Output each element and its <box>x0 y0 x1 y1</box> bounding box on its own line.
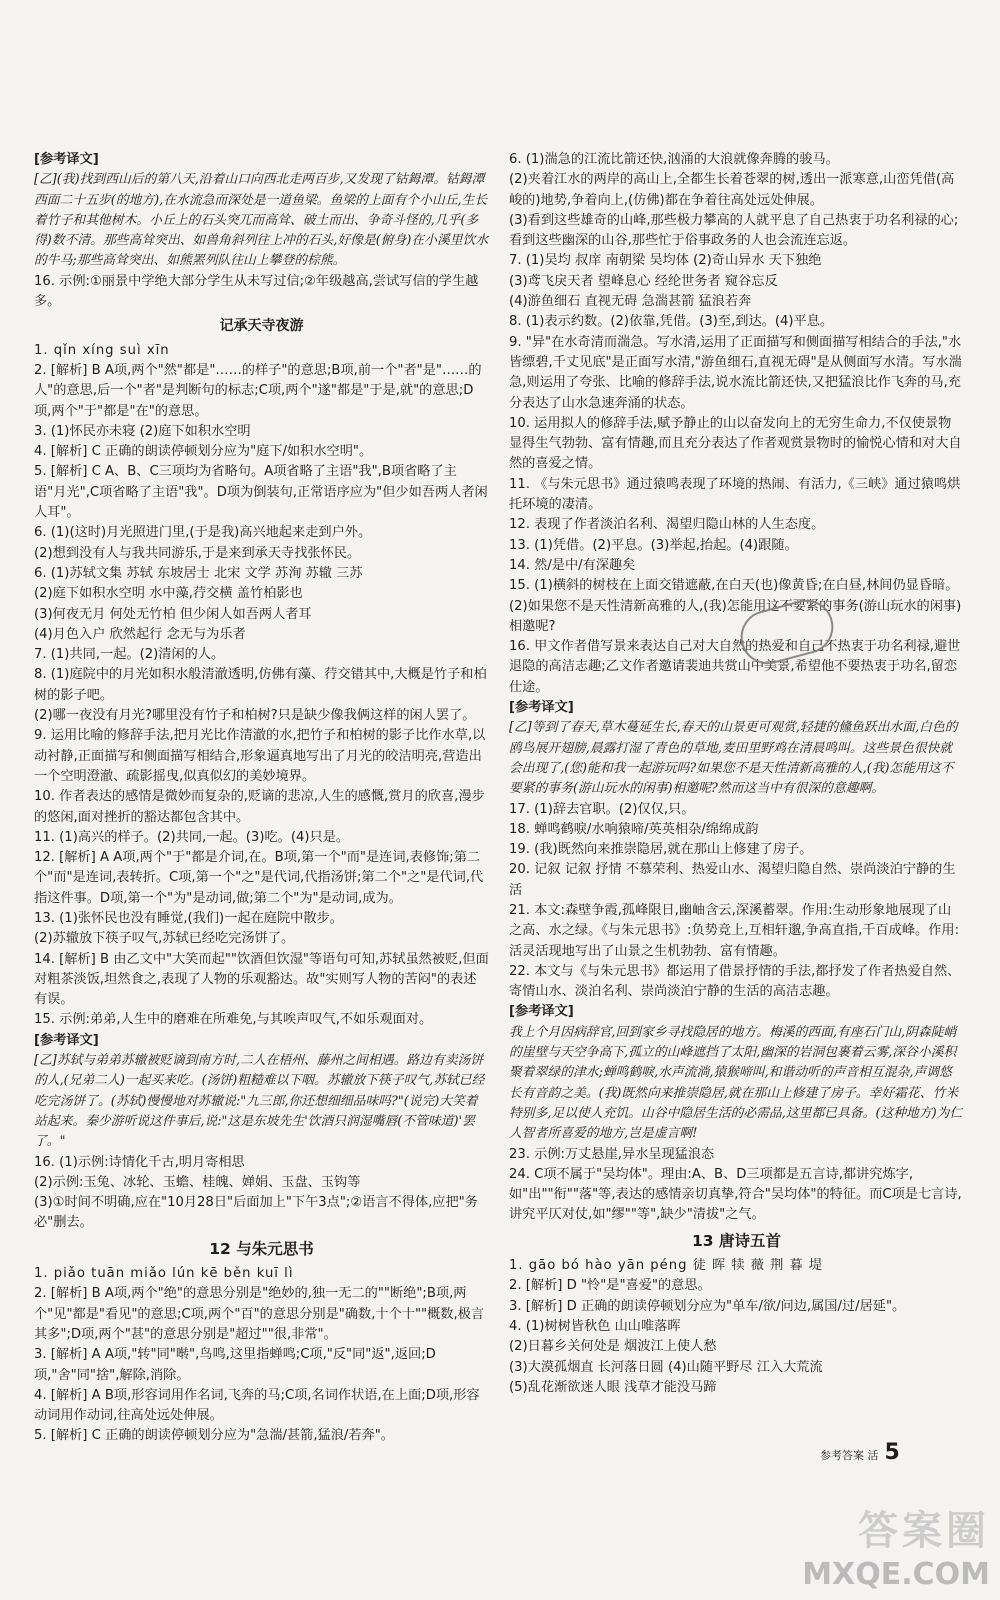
answer-item: 1. qǐn xíng suì xīn <box>34 342 170 358</box>
answer-item: 11. (1)高兴的样子。(2)共同,一起。(3)吃。(4)只是。 <box>34 829 350 845</box>
answer-item: 11. 《与朱元思书》通过猿鸣表现了环境的热闹、有活力,《三峡》通过猿鸣烘托环境的凄清。 <box>509 476 961 513</box>
answer-item: 6. (1)(这时)月光照进门里,(于是我)高兴地起来走到户外。 (2)想到没有人与我共同游乐,于是来到承天寺找张怀民。 <box>34 525 372 561</box>
answer-item: 5. [解析] C 正确的朗读停顿划分应为"急湍/甚箭,猛浪/若奔"。 <box>34 1428 394 1444</box>
answer-item: 4. [解析] C 正确的朗读停顿划分应为"庭下/如积水空明"。 <box>34 444 373 460</box>
answer-item: 15. (1)横斜的树枝在上面交错遮蔽,在白天(也)像黄昏;在白昼,林间仍显昏暗。 (2)如果您不是天性清新高雅的人,(我)怎能用这不要紧的事务(游山玩水的闲事)相邀呢? <box>509 578 962 634</box>
answer-item: 8. (1)庭院中的月光如积水般清澈透明,仿佛有藻、荇交错其中,大概是竹子和柏树的影子吧。 (2)哪一夜没有月光?哪里没有竹子和柏树?只是缺少像我俩这样的闲人罢了。 <box>34 667 487 724</box>
answer-item: 5. [解析] C A、B、C三项均为省略句。A项省略了主语"我",B项省略了主语"月光",C项省略了主语"我"。D项为倒装句,正常语序应为"但少如吾两人者闲人耳"。 <box>34 464 488 521</box>
translation-header: [参考译文] <box>509 1004 574 1020</box>
translation-text: [乙](我)找到西山后的第八天,沿着山口向西北走两百步,又发现了钴鉧潭。钴鉧潭西面二十五步(的地方),在水流急而深处是一道鱼梁。鱼梁的上面有个小山丘,生长着竹子和其他树木。小丘上的石头突兀而高耸、破土而出、争奇斗怪的,几乎(多得)数不清。那些高耸突出、如兽角斜列往上冲的石头,好像是(俯身)在小溪里饮水的牛马;那些高耸突出、如熊罴列队往山上攀登的棕熊。 <box>34 172 489 269</box>
answer-item: 3. [解析] D 正确的朗读停顿划分应为"单车/欲/问边,属国/过/居延"。 <box>509 1298 906 1314</box>
right-column <box>509 150 964 1398</box>
page-number: 5 <box>884 1440 900 1465</box>
answer-item: 1. piǎo tuān miǎo lún kē běn kuī lì <box>34 1266 294 1282</box>
answer-item: 16. 甲文作者借写景来表达自己对大自然的热爱和自己不热衷于功名利禄,避世退隐的高洁志趣;乙文作者邀请裴迪共赏山中美景,希望他不要热衷于功名,留恋仕途。 <box>509 639 961 695</box>
left-column <box>34 150 489 1447</box>
section-title: 记承天寺夜游 <box>219 318 304 335</box>
answer-item: 10. 运用拟人的修辞手法,赋予静止的山以奋发向上的无穷生命力,不仅使景物显得生气勃勃、富有情趣,而且充分表达了作者观赏景物时的愉悦心情和对大自然的喜爱之情。 <box>509 415 962 472</box>
answer-item: 15. 示例:弟弟,人生中的磨难在所难免,与其唉声叹气,不如乐观面对。 <box>34 1012 433 1028</box>
answer-item: 14. 然/是中/有深趣矣 <box>509 557 636 573</box>
page-prefix: 活 <box>867 1449 879 1462</box>
translation-header: [参考译文] <box>34 152 99 167</box>
translation-header: [参考译文] <box>34 1032 99 1048</box>
answer-item: 2. [解析] D "怜"是"喜爱"的意思。 <box>509 1278 711 1294</box>
answer-item: 21. 本文:森壁争霞,孤峰限日,幽岫含云,深溪蓄翠。作用:生动形象地展现了山之高、水之绿。《与朱元思书》:负势竞上,互相轩邈,争高直指,千百成峰。作用:活灵活现地写出了山景之生机勃勃、富有情趣。 <box>509 902 960 959</box>
answer-item: 1. gāo bó hào yān péng 徒 晖 犊 薇 荆 暮 堤 <box>509 1258 824 1274</box>
answer-item: 23. 示例:万丈悬崖,异水呈现猛浪态 <box>509 1146 715 1162</box>
watermark-domain: MXQE.COM <box>802 1557 990 1592</box>
watermark-logo: 答案圈 <box>858 1508 990 1554</box>
answer-item: 3. (1)怀民亦未寝 (2)庭下如积水空明 <box>34 423 251 439</box>
answer-item: 9. 运用比喻的修辞手法,把月光比作清澈的水,把竹子和柏树的影子比作水草,以动衬静,正面描写和侧面描写相结合,形象逼真地写出了月光的皎洁明亮,营造出一个空明澄澈、疏影摇曳,似真似幻的美妙境界。 <box>34 728 486 784</box>
answer-item: 3. [解析] A A项,"转"同"啭",鸟鸣,这里指蝉鸣;C项,"反"同"返",返回;D项,"舍"同"捨",解除,消除。 <box>34 1347 436 1383</box>
section-title: 12 与朱元思书 <box>209 1239 314 1258</box>
answer-item: 10. 作者表达的感情是微妙而复杂的,贬谪的悲凉,人生的感慨,赏月的欣喜,漫步的悠闲,面对挫折的豁达都包含其中。 <box>34 789 485 825</box>
section-title: 13 唐诗五首 <box>692 1231 781 1250</box>
answer-item: 6. (1)苏轼文集 苏轼 东坡居士 北宋 文学 苏洵 苏辙 三苏 (2)庭下如积水空明 水中藻,荇交横 盖竹柏影也 (3)何夜无月 何处无竹柏 但少闲人如吾两人者耳 (4)月色入户 欣然起行 念无与为乐者 <box>34 565 363 642</box>
answer-item: 17. (1)辞去官职。(2)仅仅,只。 <box>509 801 695 817</box>
answer-item: 13. (1)凭借。(2)平息。(3)举起,抬起。(4)跟随。 <box>509 537 798 553</box>
answer-item: 9. "异"在水奇清而湍急。写水清,运用了正面描写和侧面描写相结合的手法,"水皆缥碧,千丈见底"是正面写水清,"游鱼细石,直视无碍"是从侧面写水清。写水湍急,则运用了夸张、比喻的修辞手法,说水流比箭还快,又把猛浪比作飞奔的马,充分表达了山水急速奔涌的状态。 <box>509 334 962 411</box>
answer-item: 18. 蝉鸣鹤唳/水响猿啼/英英相杂/绵绵成韵 <box>509 821 759 837</box>
answer-item: 7. (1)吴均 叔庠 南朝梁 吴均体 (2)奇山异水 天下独绝 (3)鸢飞戾天者 望峰息心 经纶世务者 窥谷忘反 (4)游鱼细石 直视无碍 急湍甚箭 猛浪若奔 <box>509 253 822 310</box>
answer-item: 4. (1)树树皆秋色 山山唯落晖 (2)日暮乡关何处是 烟波江上使人愁 (3)大漠孤烟直 长河落日圆 (4)山随平野尽 江入大荒流 (5)乱花渐欲迷人眼 浅草才能没马蹄 <box>509 1318 823 1395</box>
answer-item: 2. [解析] B A项,两个"绝"的意思分别是"绝妙的,独一无二的""断绝";B项,两个"见"都是"看见"的意思;C项,两个"百"的意思分别是"确数,十个十""概数,极言其多";D项,两个"甚"的意思分别是"超过""很,非常"。 <box>34 1286 485 1342</box>
answer-item: 13. (1)张怀民也没有睡觉,(我们)一起在庭院中散步。 (2)苏辙放下筷子叹气,苏轼已经吃完汤饼了。 <box>34 910 343 947</box>
translation-text: [乙]等到了春天,草木蔓延生长,春天的山景更可观赏,轻捷的儵鱼跃出水面,白色的鸥鸟展开翅膀,晨露打湿了青色的草地,麦田里野鸡在清晨鸣叫。这些景色很快就会出现了,(您)能和我一起游玩吗?如果您不是天性清新高雅的人,(我)怎能用这不要紧的事务(游山玩水的闲事)相邀呢?然而这当中有很深的意趣啊。 <box>509 720 958 797</box>
answer-item: 24. C项不属于"吴均体"。理由:A、B、D三项都是五言诗,都讲究炼字,如"出""衔""落"等,表达的感情亲切真挚,符合"吴均体"的特征。而C项是七言诗,讲究平仄对仗,如"缪""等",缺少"清拔"之气。 <box>509 1166 962 1223</box>
translation-text: [乙]苏轼与弟弟苏辙被贬谪到南方时,二人在梧州、藤州之间相遇。路边有卖汤饼的人,(兄弟二人)一起买来吃。(汤饼)粗糙难以下咽。苏辙放下筷子叹气,苏轼已经吃完汤饼了。(苏轼)慢慢地对苏辙说:"九三郎,你还想细细品味吗?"(说完)大笑着站起来。秦少游听说这件事后,说:"这是东坡先生'饮酒只润湿嘴唇(不管味道)'罢了。" <box>34 1053 485 1150</box>
answer-item: 20. 记叙 记叙 抒情 不慕荣利、热爱山水、渴望归隐自然、崇尚淡泊宁静的生活 <box>509 862 956 898</box>
answer-item: 7. (1)共同,一起。(2)清闲的人。 <box>34 647 225 663</box>
answer-item: 14. [解析] B 由乙文中"大笑而起""饮酒但饮湿"等语句可知,苏轼虽然被贬,但面对粗茶淡饭,坦然食之,表现了人物的乐观豁达。故"实则写人物的苦闷"的表述有误。 <box>34 951 489 1008</box>
answer-item: 2. [解析] B A项,两个"然"都是"……的样子"的意思;B项,前一个"者"是"……的人"的意思,后一个"者"是判断句的标志;C项,两个"遂"都是"于是,就"的意思;D项,两个"于"都是"在"的意思。 <box>34 362 482 419</box>
translation-text: 我上个月因病辞官,回到家乡寻找隐居的地方。梅溪的西面,有座石门山,阴森陡峭的崖壁与天空争高下,孤立的山峰遮挡了太阳,幽深的岩洞包裹着云雾,深谷小溪积聚着翠绿的津水;蝉鸣鹤唳,水声流淌,猿猴啼叫,和谐动听的声音相互混杂,声调悠长有音韵之美。(我)既然向来推崇隐居,就在那山上修建了房子。幸好霜花、竹米特别多,足以使人充饥。山谷中隐居生活的必需品,这里都已具备。(这种地方)为仁人智者所喜爱的地方,岂是虚言啊! <box>509 1024 963 1142</box>
answer-item: 16. (1)示例:诗情化千古,明月寄相思 (2)示例:玉兔、冰轮、玉蟾、桂魄、婵娟、玉盘、玉钩等 (3)①时间不明确,应在"10月28日"后面加上"下午3点";②语言不得体,应把"务必"删去。 <box>34 1154 478 1231</box>
answer-item: 6. (1)湍急的江流比箭还快,汹涌的大浪就像奔腾的骏马。 (2)夹着江水的两岸的高山上,全都生长着苍翠的树,透出一派寒意,山峦凭借(高峻的)地势,争着向上,(仿佛)都在争着往高处远处伸展。 (3)看到这些雄奇的山峰,那些极力攀高的人就平息了自己热衷于功名利禄的心;看到这些幽深的山谷,那些忙于俗事政务的人也会流连忘返。 <box>509 152 959 249</box>
answer-item: 22. 本文与《与朱元思书》都运用了借景抒情的手法,都抒发了作者热爱自然、寄情山水、淡泊名利、崇尚淡泊宁静的生活的高洁志趣。 <box>509 963 961 1000</box>
answer-item: 8. (1)表示约数。(2)依靠,凭借。(3)至,到达。(4)平息。 <box>509 314 834 330</box>
page-footer <box>820 1440 900 1465</box>
translation-header: [参考译文] <box>509 700 574 716</box>
answer-item: 12. 表现了作者淡泊名利、渴望归隐山林的人生态度。 <box>509 517 825 533</box>
answer-item: 16. 示例:①丽景中学绝大部分学生从未写过信;②年级越高,尝试写信的学生越多。 <box>34 273 479 310</box>
answer-page <box>24 150 984 1444</box>
answer-item: 4. [解析] A B项,形容词用作名词,飞奔的马;C项,名词作状语,在上面;D项,形容动词用作动词,往高处远处伸展。 <box>34 1387 480 1424</box>
answer-item: 19. (我)既然向来推崇隐居,就在那山上修建了房子。 <box>509 842 813 858</box>
answer-item: 12. [解析] A A项,两个"于"都是介词,在。B项,第一个"而"是连词,表修饰;第二个"而"是连词,表转折。C项,第一个"之"是代词,代指汤饼;第二个"之"是代词,代指这件事。D项,第一个"为"是动词,做;第二个"为"是动词,成为。 <box>34 850 484 906</box>
footer-label: 参考答案 <box>820 1449 864 1462</box>
